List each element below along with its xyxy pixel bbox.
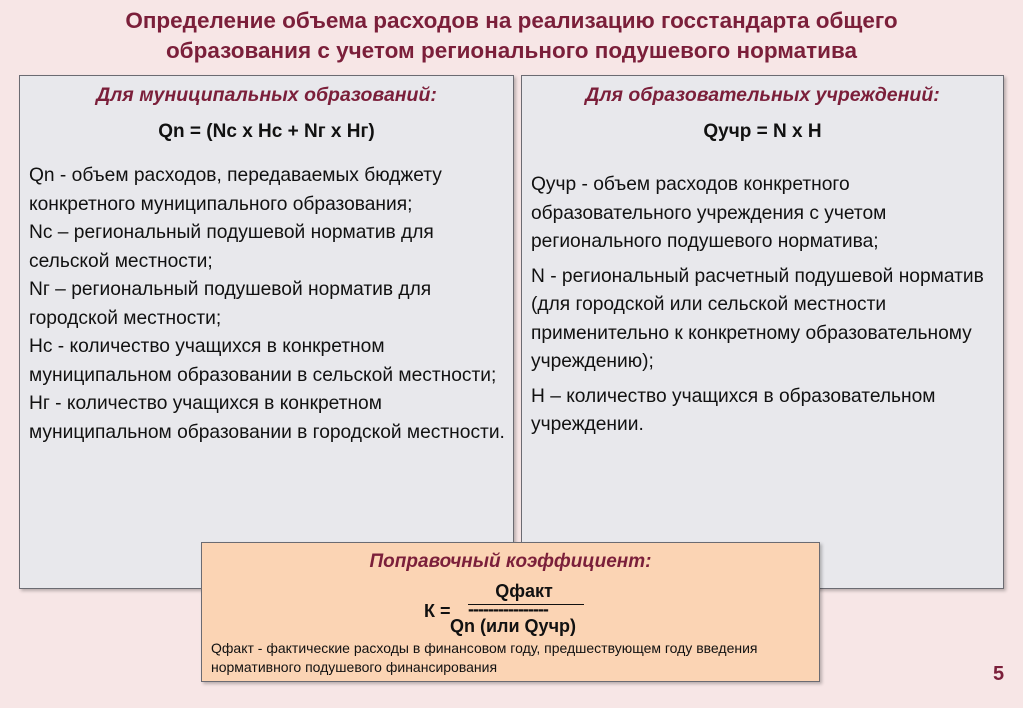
definition-item: Qn - объем расходов, передаваемых бюджету конкретного муниципального образования;: [29, 165, 442, 215]
definition-item: Qучр - объем расходов конкретного образовательного учреждения с учетом регионального подушевого норматива;: [531, 174, 887, 252]
fraction-denominator: Qn (или Qучр): [450, 616, 577, 636]
slide-title: [0, 6, 1023, 66]
institutions-heading: Для образовательных учреждений:: [585, 84, 940, 106]
municipal-panel: [19, 75, 514, 589]
k-label: К =: [424, 601, 451, 621]
institutions-formula: Qучр = N x H: [703, 121, 822, 142]
definition-item: Hc - количество учащихся в конкретном муниципальном образовании в сельской местности;: [29, 336, 497, 386]
institutions-definitions: [531, 171, 997, 446]
page-number: 5: [993, 663, 1005, 685]
correction-heading: Поправочный коэффициент:: [369, 551, 652, 572]
correction-formula: [202, 581, 821, 641]
correction-note: Qфакт - фактические расходы в финансовом году, предшествующем году введения нормативного подушевого финансирования: [211, 640, 758, 675]
definition-item: Nг – региональный подушевой норматив для городской местности;: [29, 279, 432, 329]
definition-item: Nc – региональный подушевой норматив для сельской местности;: [29, 222, 434, 272]
fraction-numerator: Qфакт: [464, 581, 584, 602]
municipal-definitions: [29, 162, 507, 447]
slide-title-line-1: Определение объема расходов на реализацию госстандарта общего: [125, 8, 898, 33]
definition-item: Hг - количество учащихся в конкретном муниципальном образовании в городской местности.: [29, 393, 505, 443]
municipal-formula: Qn = (Nc x Hc + Nг x Hг): [158, 121, 375, 142]
institutions-panel: [521, 75, 1004, 589]
slide-title-line-2: образования с учетом регионального подушевого норматива: [165, 38, 858, 63]
fraction-dashes: ----------------: [468, 599, 548, 619]
definition-item: N - региональный расчетный подушевой норматив (для городской или сельской местности применительно к конкретному образовательному учреждению);: [531, 265, 984, 372]
municipal-heading: Для муниципальных образований:: [96, 84, 437, 106]
definition-item: H – количество учащихся в образовательном учреждении.: [531, 385, 936, 435]
correction-coefficient-box: [201, 542, 820, 682]
